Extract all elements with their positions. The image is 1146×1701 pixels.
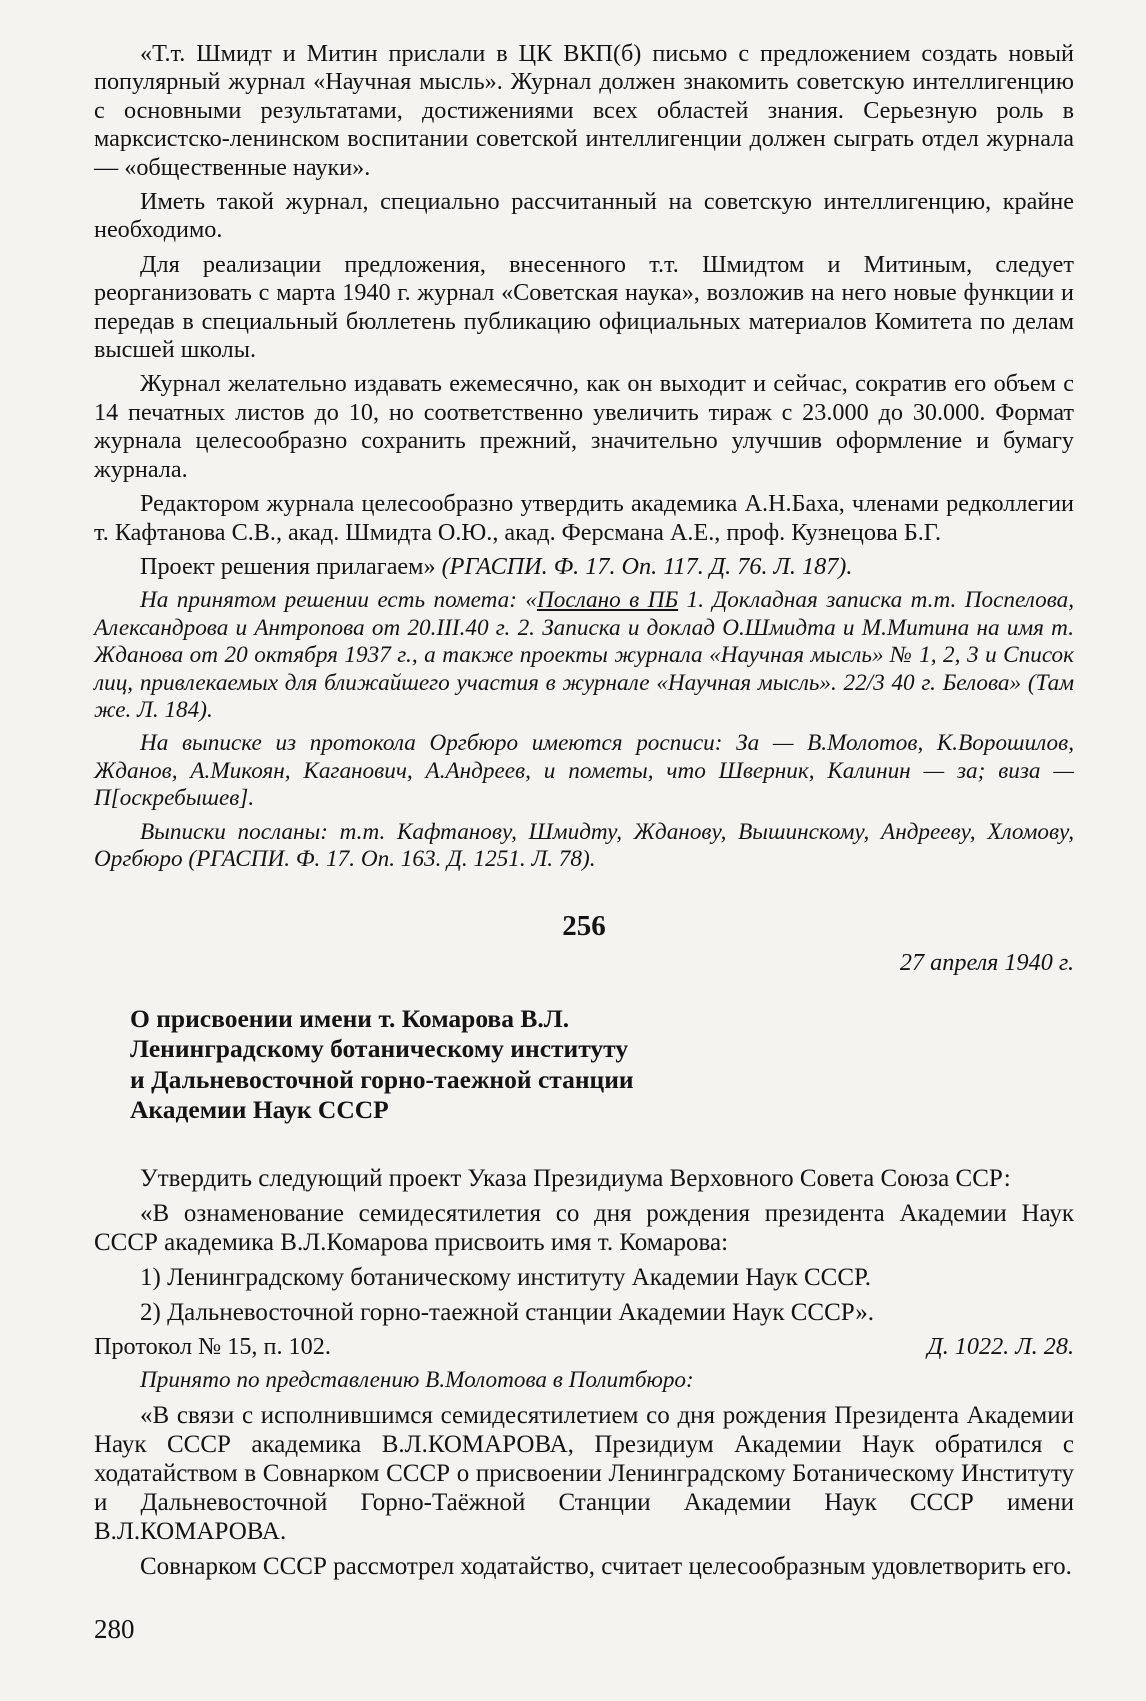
page-number: 280: [94, 1614, 135, 1644]
document-date: 27 апреля 1940 г.: [899, 949, 1074, 977]
paragraph-reorganize: Для реализации предложения, внесенного т.т. Шмидтом и Митиным, следует реорганизовать с марта 1940 г. журнал «Советская наука», возложив на него новые функции и передав в специальный бюллетень публикацию официальных материалов Комитета по делам высшей школы.: [94, 250, 1074, 364]
project-line: [94, 553, 1074, 581]
note-decision-underlined: Послано в ПБ: [536, 587, 679, 614]
note-extracts-sent: Выписки посланы: т.т. Кафтанову, Шмидту, Жданову, Вышинскому, Андрееву, Хломову, Оргбюро (РГАСПИ. Ф. 17. Оп. 163. Д. 1251. Л. 78).: [94, 818, 1074, 872]
protocol-number: Протокол № 15, п. 102.: [94, 1332, 331, 1360]
paragraph-publishing: Журнал желательно издавать ежемесячно, как он выходит и сейчас, сократив его объем с 14 печатных листов до 10, но соответственно увеличить тираж с 23.000 до 30.000. Формат журнала целесообразно сохранить прежний, значительно улучшив оформление и бумагу журнала.: [94, 370, 1074, 483]
title-line: Академии Наук СССР: [130, 1095, 389, 1125]
closing-paragraph: Совнарком СССР рассмотрел ходатайство, считает целесообразным удовлетворить его.: [140, 1552, 1072, 1580]
accepted-note: Принято по представлению В.Молотова в Политбюро:: [140, 1367, 694, 1394]
paragraph-editor: Редактором журнала целесообразно утвердить академика А.Н.Баха, членами редколлегии т. Кафтанова С.В., акад. Шмидта О.Ю., акад. Ферсмана А.Е., проф. Кузнецова Б.Г.: [94, 490, 1074, 546]
title-line: Ленинградскому ботаническому институту: [130, 1034, 629, 1064]
project-line-text: Проект решения прилагаем»: [140, 552, 436, 580]
decree-intro: Утвердить следующий проект Указа Президиума Верховного Совета Союза ССР:: [140, 1164, 1011, 1192]
note-decision-mark: [94, 587, 1074, 724]
note-decision-lead: На принятом решении есть помета: «: [140, 587, 537, 614]
title-line: и Дальневосточной горно-таежной станции: [130, 1064, 634, 1094]
decree-quote: «В ознаменование семидесятилетия со дня рождения президента Академии Наук СССР академика В.Л.Комарова присвоить имя т. Комарова:: [94, 1199, 1074, 1256]
title-line: О присвоении имени т. Комарова В.Л.: [130, 1003, 570, 1033]
document-title: [130, 1004, 1074, 1126]
project-line-source: (РГАСПИ. Ф. 17. Оп. 117. Д. 76. Л. 187).: [441, 552, 853, 580]
protocol-reference: [94, 1333, 1074, 1361]
closing-paragraph: «В связи с исполнившимся семидесятилетием со дня рождения Президента Академии Наук СССР академика В.Л.КОМАРОВА, Президиум Академии Наук обратился с ходатайством в Совнарком СССР о присвоении Ленинградскому Ботаническому Институту и Дальневосточной Горно-Таёжной Станции Академии Наук СССР имени В.Л.КОМАРОВА.: [94, 1401, 1074, 1545]
note-orgburo-signatures: На выписке из протокола Оргбюро имеются росписи: За — В.Молотов, К.Ворошилов, Жданов, А.Микоян, Каганович, А.Андреев, и пометы, что Шверник, Калинин — за; виза — П[оскребышев].: [94, 730, 1074, 812]
decree-item: 1) Ленинградскому ботаническому институту Академии Наук СССР.: [140, 1263, 872, 1291]
decree-item: 2) Дальневосточной горно-таежной станции Академии Наук СССР».: [140, 1298, 875, 1326]
note-decision-rest: 1. Докладная записка т.т. Поспелова, Александрова и Антропова от 20.III.40 г. 2. Записка и доклад О.Шмидта и М.Митина на имя т. Жданова от 20 октября 1937 г., а также проекты журнала «Научная мысль» № 1, 2, 3 и Список лиц, привлекаемых для ближайшего участия в журнале «Научная мысль». 22/3 40 г. Белова» (Там же. Л. 184).: [94, 587, 1074, 723]
document-page: [94, 40, 1074, 1587]
protocol-archive-ref: Д. 1022. Л. 28.: [927, 1332, 1074, 1360]
paragraph-journal-need: Иметь такой журнал, специально рассчитанный на советскую интеллигенцию, крайне необходимо.: [94, 188, 1074, 244]
document-number: 256: [562, 910, 606, 943]
paragraph-letter-quote: «Т.т. Шмидт и Митин прислали в ЦК ВКП(б) письмо с предложением создать новый популярный журнал «Научная мысль». Журнал должен знакомить советскую интеллигенцию с основными результатами, достижениями всех областей знания. Серьезную роль в марксистско-ленинском воспитании советской интеллигенции должен сыграть отдел журнала — «общественные науки».: [94, 40, 1074, 181]
